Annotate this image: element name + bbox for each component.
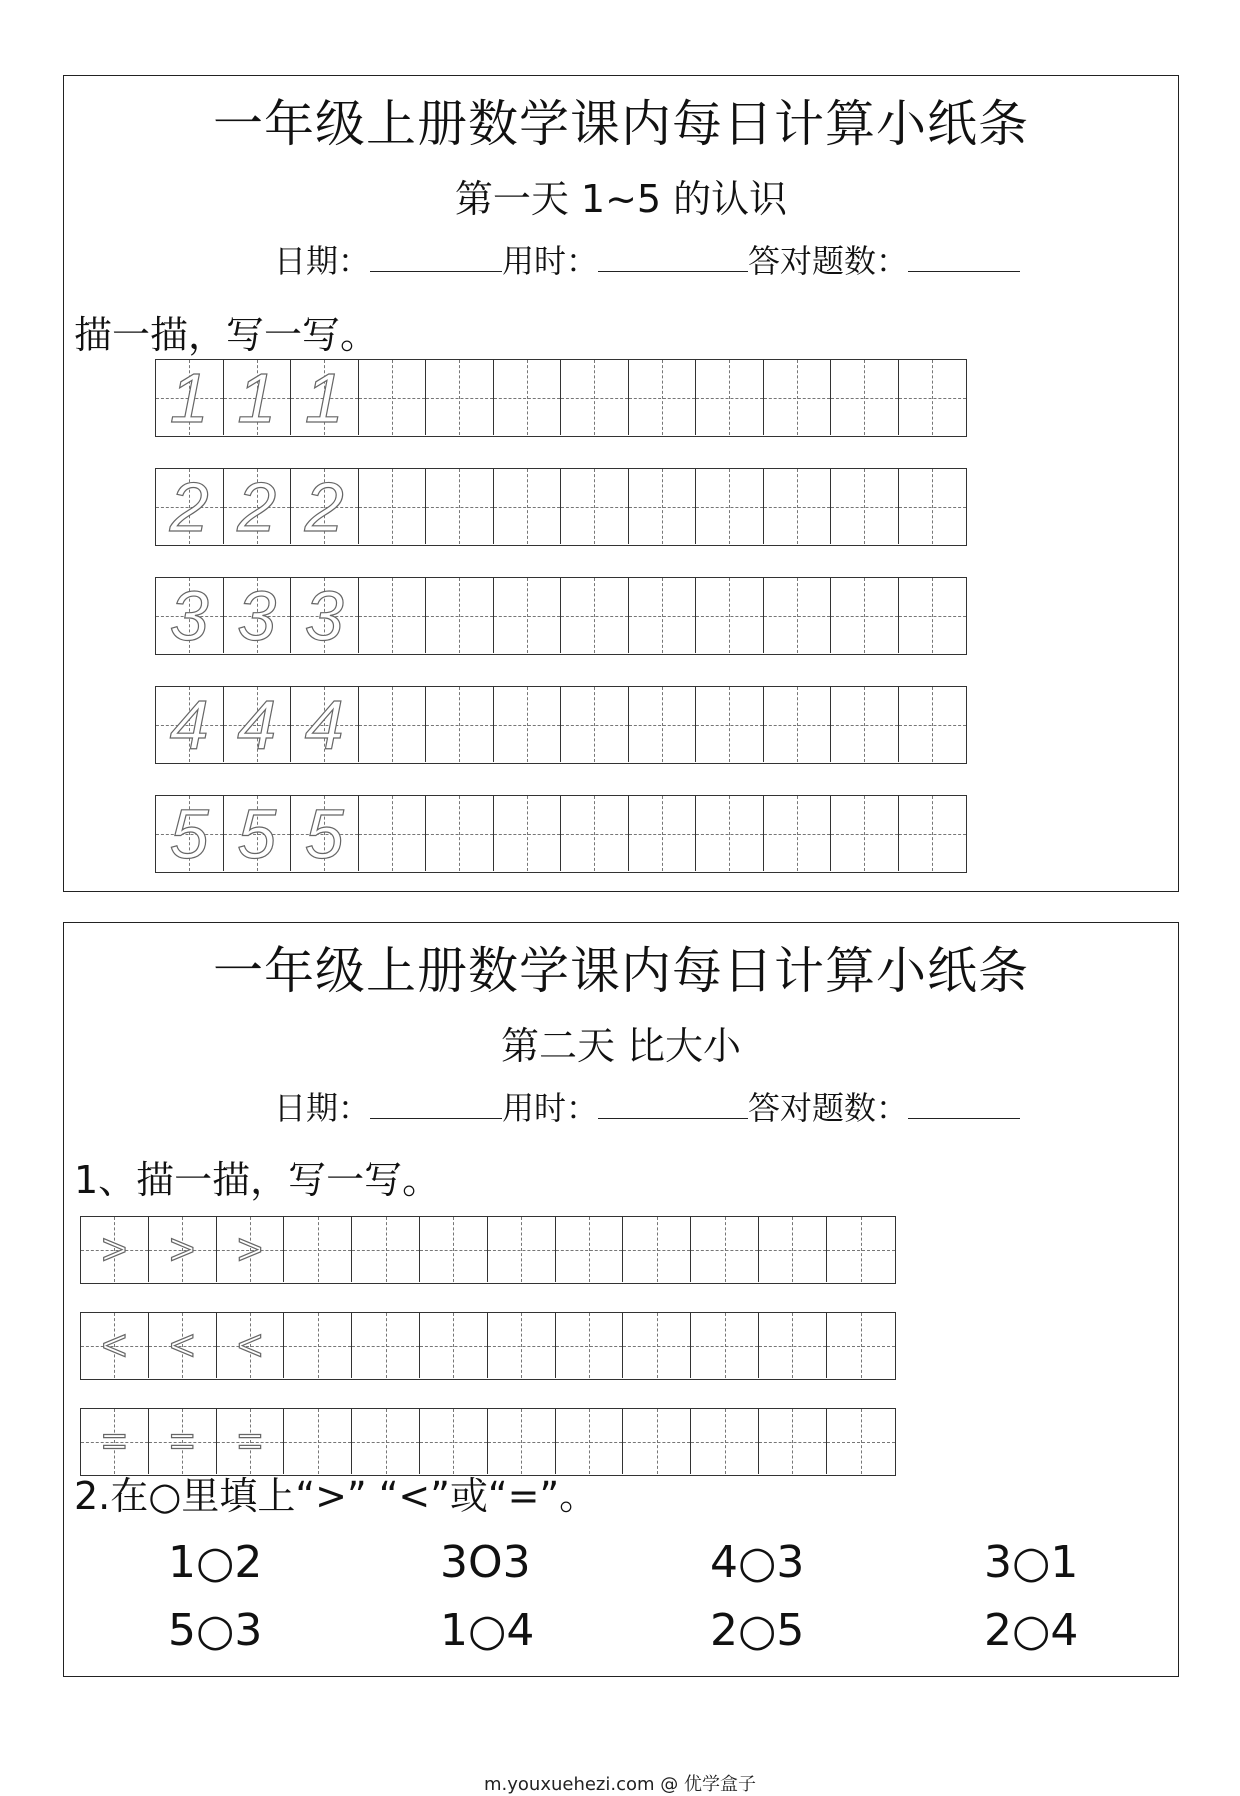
writing-cell[interactable] — [764, 578, 832, 653]
writing-cell[interactable] — [629, 360, 697, 435]
trace-cell — [156, 578, 224, 653]
writing-cell[interactable] — [831, 796, 899, 871]
day1-subtitle: 第一天 1~5 的认识 — [454, 177, 788, 221]
day1-title: 一年级上册数学课内每日计算小纸条 — [213, 95, 1029, 153]
trace-glyph: 5 — [169, 796, 209, 871]
writing-cell[interactable] — [764, 360, 832, 435]
writing-cell[interactable] — [764, 469, 832, 544]
writing-cell[interactable] — [899, 469, 967, 544]
time-blank[interactable] — [598, 243, 748, 272]
writing-cell[interactable] — [352, 1313, 420, 1378]
writing-cell[interactable] — [352, 1217, 420, 1282]
writing-cell[interactable] — [691, 1409, 759, 1474]
trace-cell — [291, 469, 359, 544]
day2-section2-label: 2.在○里填上“>” “<”或“=”。 — [74, 1474, 598, 1518]
writing-cell[interactable] — [623, 1409, 691, 1474]
day2-section1-label: 1、描一描，写一写。 — [74, 1158, 441, 1202]
writing-cell[interactable] — [691, 1313, 759, 1378]
trace-glyph: 1 — [237, 360, 277, 435]
writing-cell[interactable] — [284, 1217, 352, 1282]
trace-glyph: 5 — [237, 796, 277, 871]
writing-cell[interactable] — [827, 1409, 895, 1474]
writing-cell[interactable] — [696, 578, 764, 653]
writing-cell[interactable] — [831, 469, 899, 544]
writing-cell[interactable] — [831, 687, 899, 762]
writing-cell[interactable] — [359, 360, 427, 435]
trace-cell — [291, 687, 359, 762]
writing-cell[interactable] — [561, 360, 629, 435]
writing-cell[interactable] — [629, 469, 697, 544]
writing-cell[interactable] — [561, 687, 629, 762]
trace-cell — [149, 1313, 217, 1378]
writing-cell[interactable] — [759, 1409, 827, 1474]
trace-cell — [81, 1313, 149, 1378]
writing-cell[interactable] — [359, 578, 427, 653]
date-label: 日期： — [274, 1089, 371, 1127]
writing-cell[interactable] — [488, 1217, 556, 1282]
day2-meta-row — [274, 1083, 1020, 1129]
trace-cell — [217, 1217, 285, 1282]
writing-cell[interactable] — [426, 360, 494, 435]
trace-glyph: 3 — [237, 578, 277, 653]
trace-cell — [81, 1217, 149, 1282]
writing-cell[interactable] — [831, 578, 899, 653]
writing-cell[interactable] — [831, 360, 899, 435]
writing-grid-row — [155, 577, 967, 655]
writing-cell[interactable] — [494, 469, 562, 544]
writing-cell[interactable] — [561, 796, 629, 871]
writing-cell[interactable] — [420, 1217, 488, 1282]
correct-label: 答对题数： — [748, 1089, 909, 1127]
writing-cell[interactable] — [696, 469, 764, 544]
writing-cell[interactable] — [691, 1217, 759, 1282]
writing-grid-row — [80, 1216, 896, 1284]
comparison-item[interactable]: 1○2 — [168, 1537, 263, 1588]
writing-cell[interactable] — [629, 687, 697, 762]
comparison-item[interactable]: 2○5 — [710, 1605, 805, 1656]
writing-cell[interactable] — [561, 469, 629, 544]
writing-cell[interactable] — [899, 578, 967, 653]
day2-card — [63, 922, 1179, 1677]
writing-cell[interactable] — [561, 578, 629, 653]
writing-cell[interactable] — [359, 796, 427, 871]
trace-cell — [224, 796, 292, 871]
writing-cell[interactable] — [359, 687, 427, 762]
writing-grid-row — [155, 686, 967, 764]
trace-cell — [224, 469, 292, 544]
trace-glyph: < — [101, 1320, 128, 1370]
trace-cell — [224, 687, 292, 762]
writing-cell[interactable] — [696, 796, 764, 871]
writing-cell[interactable] — [494, 796, 562, 871]
day2-subtitle: 第二天 比大小 — [500, 1024, 742, 1068]
trace-glyph: = — [237, 1416, 263, 1466]
comparison-item[interactable]: 3O3 — [440, 1537, 531, 1588]
trace-glyph: > — [101, 1224, 128, 1274]
trace-glyph: 5 — [304, 796, 344, 871]
writing-cell[interactable] — [899, 796, 967, 871]
trace-glyph: 2 — [237, 469, 277, 544]
comparison-item[interactable]: 5○3 — [168, 1605, 263, 1656]
writing-cell[interactable] — [629, 578, 697, 653]
writing-grid-row — [155, 468, 967, 546]
writing-cell[interactable] — [284, 1313, 352, 1378]
writing-cell[interactable] — [623, 1217, 691, 1282]
day1-card — [63, 75, 1179, 892]
writing-cell[interactable] — [359, 469, 427, 544]
writing-cell[interactable] — [488, 1313, 556, 1378]
trace-glyph: 4 — [169, 687, 209, 762]
trace-glyph: > — [169, 1224, 196, 1274]
writing-cell[interactable] — [623, 1313, 691, 1378]
trace-cell — [224, 578, 292, 653]
writing-grid-row — [80, 1312, 896, 1380]
trace-cell — [156, 796, 224, 871]
writing-cell[interactable] — [556, 1217, 624, 1282]
correct-blank[interactable] — [908, 243, 1020, 272]
trace-cell — [156, 469, 224, 544]
writing-cell[interactable] — [494, 578, 562, 653]
correct-blank[interactable] — [908, 1090, 1020, 1119]
writing-cell[interactable] — [426, 578, 494, 653]
trace-cell — [291, 578, 359, 653]
writing-grid-row — [155, 359, 967, 437]
writing-cell[interactable] — [759, 1313, 827, 1378]
trace-glyph: 1 — [169, 360, 209, 435]
writing-cell[interactable] — [426, 796, 494, 871]
time-label: 用时： — [502, 242, 599, 280]
trace-glyph: > — [237, 1224, 263, 1274]
writing-cell[interactable] — [426, 687, 494, 762]
comparison-item[interactable]: 1○4 — [440, 1605, 535, 1656]
writing-cell[interactable] — [494, 360, 562, 435]
time-blank[interactable] — [598, 1090, 748, 1119]
writing-cell[interactable] — [899, 687, 967, 762]
trace-cell — [156, 360, 224, 435]
trace-glyph: = — [101, 1416, 128, 1466]
writing-cell[interactable] — [764, 796, 832, 871]
trace-glyph: < — [237, 1320, 263, 1370]
trace-glyph: < — [169, 1320, 196, 1370]
trace-cell — [291, 796, 359, 871]
trace-cell — [149, 1217, 217, 1282]
day2-title: 一年级上册数学课内每日计算小纸条 — [213, 942, 1029, 1000]
writing-cell[interactable] — [696, 360, 764, 435]
comparison-item[interactable]: 4○3 — [710, 1537, 805, 1588]
time-label: 用时： — [502, 1089, 599, 1127]
trace-cell — [217, 1313, 285, 1378]
trace-glyph: 4 — [237, 687, 277, 762]
writing-grid-row — [155, 795, 967, 873]
date-blank[interactable] — [370, 1090, 502, 1119]
writing-cell[interactable] — [759, 1217, 827, 1282]
trace-glyph: 4 — [304, 687, 344, 762]
writing-cell[interactable] — [556, 1313, 624, 1378]
trace-glyph: 1 — [304, 360, 344, 435]
trace-glyph: 3 — [169, 578, 209, 653]
trace-glyph: 2 — [304, 469, 344, 544]
comparison-item[interactable]: 2○4 — [984, 1605, 1079, 1656]
comparison-item[interactable]: 3○1 — [984, 1537, 1079, 1588]
footer: m.youxuehezi.com @ 优学盒子 — [483, 1774, 756, 1795]
correct-label: 答对题数： — [748, 242, 909, 280]
writing-cell[interactable] — [827, 1217, 895, 1282]
day1-meta-row — [274, 236, 1020, 282]
writing-cell[interactable] — [426, 469, 494, 544]
trace-glyph: 3 — [304, 578, 344, 653]
trace-cell — [224, 360, 292, 435]
date-blank[interactable] — [370, 243, 502, 272]
writing-cell[interactable] — [764, 687, 832, 762]
writing-cell[interactable] — [696, 687, 764, 762]
trace-glyph: 2 — [169, 469, 209, 544]
writing-cell[interactable] — [420, 1313, 488, 1378]
writing-cell[interactable] — [629, 796, 697, 871]
trace-cell — [291, 360, 359, 435]
writing-cell[interactable] — [899, 360, 967, 435]
trace-cell — [156, 687, 224, 762]
writing-cell[interactable] — [827, 1313, 895, 1378]
trace-glyph: = — [169, 1416, 196, 1466]
date-label: 日期： — [274, 242, 371, 280]
writing-cell[interactable] — [494, 687, 562, 762]
day1-section-label: 描一描，写一写。 — [74, 313, 379, 357]
